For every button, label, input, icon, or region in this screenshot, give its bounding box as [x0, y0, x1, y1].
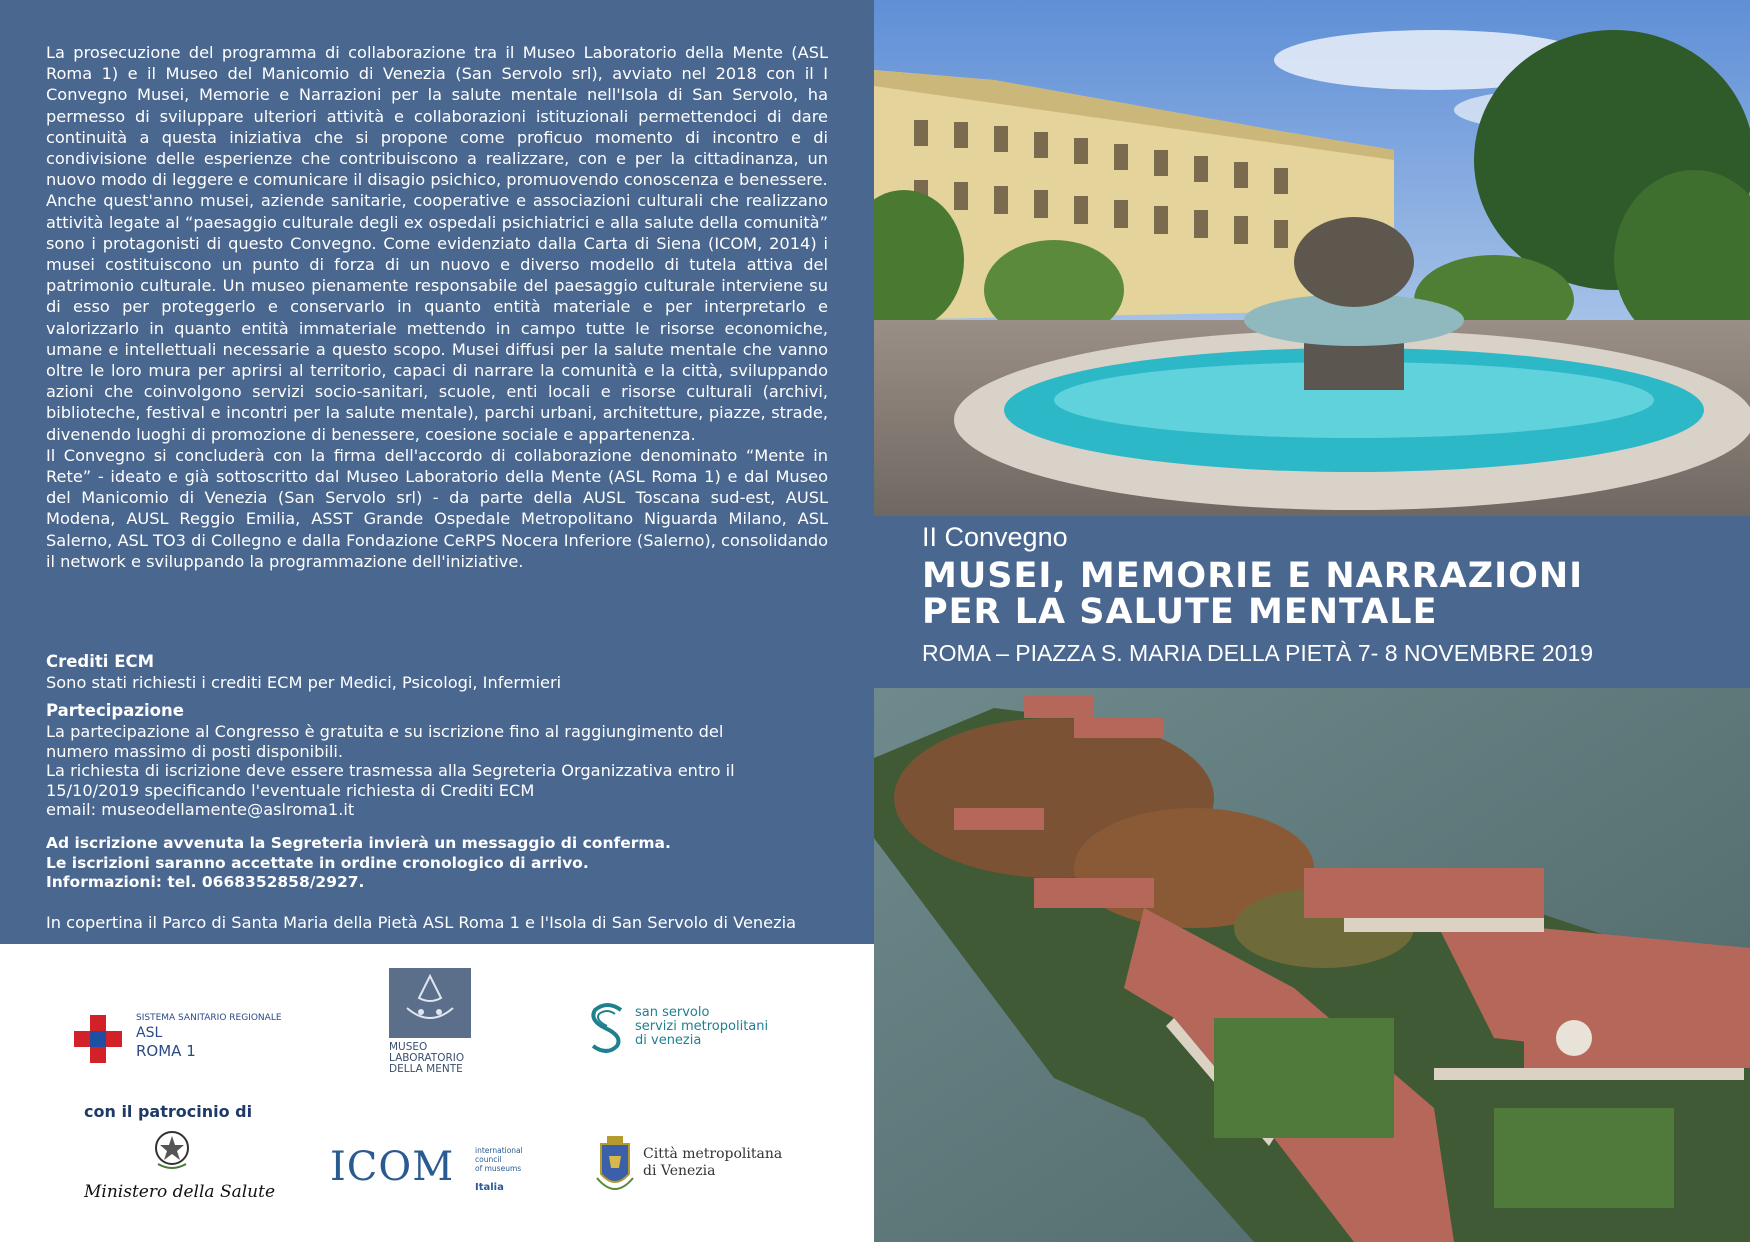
museo-line: LABORATORIO — [389, 1052, 465, 1064]
san-servolo-line: servizi metropolitani — [635, 1019, 769, 1034]
asl-line: SISTEMA SANITARIO REGIONALE — [136, 1013, 282, 1023]
logos-area — [0, 944, 874, 1242]
ministero-name: Ministero della Salute — [84, 1182, 276, 1202]
venezia-coat-of-arms-icon — [593, 1134, 637, 1200]
info-phone: Informazioni: tel. 0668352858/2927. — [46, 873, 365, 891]
isola-san-servolo-aerial-photo — [874, 688, 1750, 1242]
event-title-line: MUSEI, MEMORIE E NARRAZIONI — [922, 556, 1584, 596]
san-servolo-line: di venezia — [635, 1033, 702, 1048]
icom-subtitle — [475, 1146, 523, 1173]
health-cross-icon — [74, 1015, 122, 1063]
san-servolo-s-icon — [585, 1000, 629, 1056]
intro-paragraph: La prosecuzione del programma di collaborazione tra il Museo Laboratorio della Mente (ASL Roma 1) e il Museo del Manicomio di Venezia (San Servolo srl), avviato nel 2018 con il I Convegno Musei, Memorie e Narrazioni per la salute mentale nell'Isola di San Servolo, ha permesso di sviluppare ulteriori attività e collaborazioni istituzionali permettendoci di dare continuità a questa iniziativa che si propone come proficuo momento di incontro e di condivisione delle esperienze che contribuiscono a realizzare, con e per la cittadinanza, un nuovo modo di leggere e comunicare il disagio psichico, promuovendo conoscenza e benessere. — [46, 43, 828, 190]
cover-caption: In copertina il Parco di Santa Maria della Pietà ASL Roma 1 e l'Isola di San Servolo di Venezia — [46, 913, 797, 932]
participation-line: numero massimo di posti disponibili. — [46, 741, 344, 761]
info-panel — [0, 0, 874, 944]
patronage-label: con il patrocinio di — [84, 1102, 253, 1121]
participation-text — [46, 722, 836, 820]
participation-line: La richiesta di iscrizione deve essere trasmessa alla Segreteria Organizzativa entro il — [46, 761, 735, 780]
confirmation-line: Ad iscrizione avvenuta la Segreteria invierà un messaggio di conferma. — [46, 834, 671, 852]
intro-paragraph: Anche quest'anno musei, aziende sanitarie, cooperative e associazioni culturali che realizzano attività legate al “paesaggio culturale degli ex ospedali psichiatrici e alla salute della comunità” sono i protagonisti di questo Convegno. Come evidenziato dalla Carta di Siena (ICOM, 2014) i musei costituiscono un punto di forza di un nuovo e diverso modello di tutela attiva del patrimonio culturale. Un museo pienamente responsabile del paesaggio culturale interviene su di esso per proteggerlo e conservarlo in quanto entità materiale e per interpretarlo e valorizzarlo in quanto entità immateriale mettendo in campo tutte le risorse economiche, umane e intellettuali necessarie a questo scopo. Musei diffusi per la salute mentale che vanno oltre le loro mura per aprirsi al territorio, capaci di narrare la comunità e la città, sviluppando azioni che coinvolgono servizi socio-sanitari, scuole, enti locali e risorse culturali (archivi, biblioteche, festival e incontri per la salute mentale), parchi urbani, architetture, piazze, strade, divenendo luoghi di promozione di benessere, coesione sociale e appartenenza. — [46, 191, 828, 444]
citta-metropolitana-logo — [585, 1130, 785, 1210]
san-servolo-logo — [585, 996, 785, 1060]
ministero-salute-logo — [80, 1124, 276, 1216]
museo-line: MUSEO — [389, 1041, 428, 1053]
event-title — [922, 558, 1583, 630]
museo-laboratorio-logo — [385, 968, 485, 1088]
museo-line: DELLA MENTE — [389, 1063, 463, 1075]
museo-face-icon — [389, 968, 471, 1038]
asl-roma1-logo — [74, 1007, 294, 1067]
confirmation-line: Le iscrizioni saranno accettate in ordine cronologico di arrivo. — [46, 853, 589, 872]
san-servolo-line: san servolo — [635, 1005, 710, 1020]
venue-and-date: ROMA – PIAZZA S. MARIA DELLA PIETÀ 7- 8 NOVEMBRE 2019 — [922, 640, 1594, 666]
event-title-band — [874, 516, 1750, 688]
intro-text — [46, 42, 828, 572]
icom-line: of museums — [475, 1164, 522, 1173]
participation-line: 15/10/2019 specificando l'eventuale richiesta di Crediti ECM — [46, 780, 535, 800]
confirmation-text — [46, 834, 836, 893]
italian-emblem-icon — [152, 1128, 192, 1172]
icom-italia-logo — [330, 1140, 523, 1200]
santa-maria-della-pieta-photo — [874, 0, 1750, 516]
ecm-heading: Crediti ECM — [46, 652, 154, 671]
event-title-line: PER LA SALUTE MENTALE — [922, 592, 1438, 632]
icom-line: council — [475, 1155, 502, 1164]
icom-italia-label: Italia — [475, 1182, 504, 1193]
participation-heading: Partecipazione — [46, 701, 184, 720]
convegno-edition: II Convegno — [922, 522, 1068, 552]
asl-line: ASL — [136, 1025, 163, 1041]
intro-paragraph: Il Convegno si concluderà con la firma dell'accordo di collaborazione denominato “Mente in Rete” - ideato e già sottoscritto dal Museo Laboratorio della Mente (ASL Roma 1) e dal Museo del Manicomio di Venezia (San Servolo srl) - da parte della AUSL Toscana sud-est, AUSL Modena, AUSL Reggio Emilia, ASST Grande Ospedale Metropolitano Niguarda Milano, ASL Salerno, ASL TO3 di Collegno e dalla Fondazione CeRPS Nocera Inferiore (Salerno), consolidando il network e sviluppando la programmazione dell'iniziative. — [46, 445, 829, 571]
participation-line: La partecipazione al Congresso è gratuita e su iscrizione fino al raggiungimento del — [46, 722, 724, 741]
citta-line: Città metropolitana — [643, 1146, 783, 1162]
citta-line: di Venezia — [643, 1163, 716, 1179]
icom-wordmark: ICOM — [330, 1144, 455, 1190]
contact-email[interactable]: email: museodellamente@aslroma1.it — [46, 800, 355, 819]
icom-line: international — [475, 1146, 523, 1155]
asl-line: ROMA 1 — [136, 1042, 196, 1060]
ecm-text: Sono stati richiesti i crediti ECM per Medici, Psicologi, Infermieri — [46, 673, 562, 692]
